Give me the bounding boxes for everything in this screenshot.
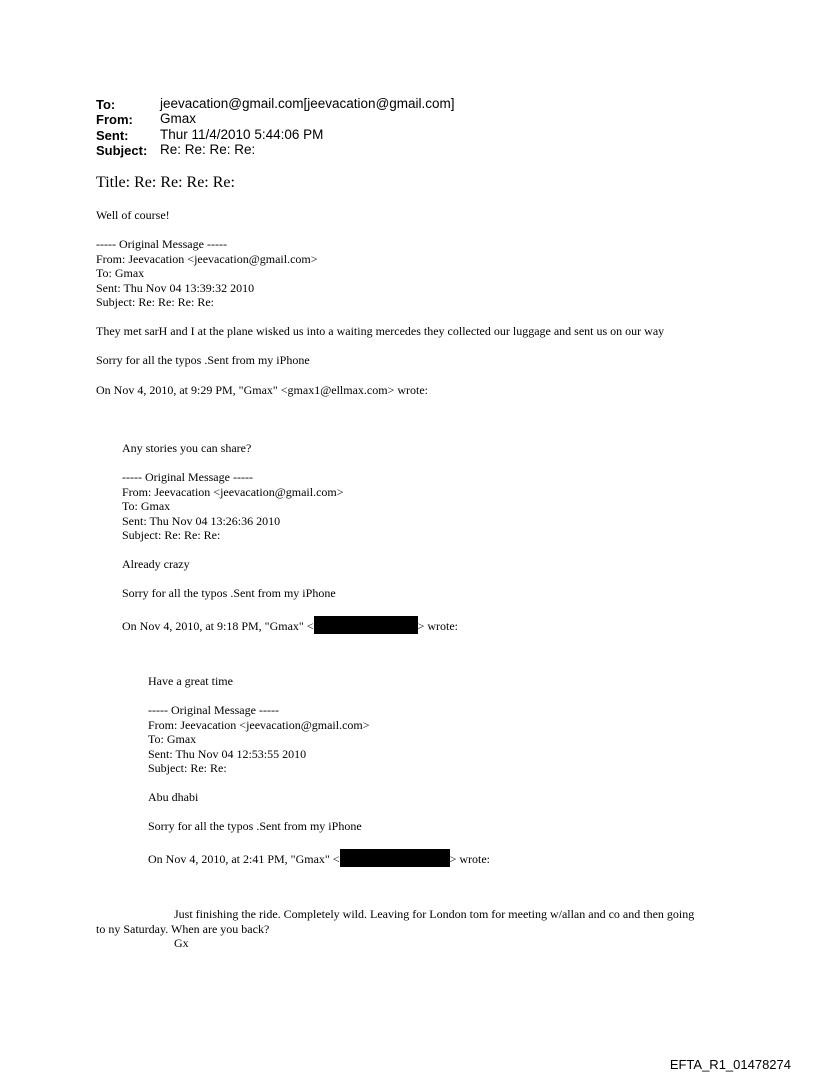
msg3-orig-marker: ----- Original Message ----- <box>148 703 279 717</box>
msg3-wrote <box>148 849 490 867</box>
msg3-wrote-prefix: On Nov 4, 2010, at 2:41 PM, "Gmax" < <box>148 852 340 866</box>
subject-value: Re: Re: Re: Re: <box>160 142 256 157</box>
msg2-wrote-prefix: On Nov 4, 2010, at 9:18 PM, "Gmax" < <box>122 619 314 633</box>
msg1-orig-subject: Subject: Re: Re: Re: Re: <box>96 295 214 309</box>
redaction-box <box>314 616 418 634</box>
msg2-signature: Sorry for all the typos .Sent from my iPhone <box>122 586 336 600</box>
subject-label: Subject: <box>96 143 148 158</box>
msg2-orig-marker: ----- Original Message ----- <box>122 470 253 484</box>
msg1-orig-to: To: Gmax <box>96 266 145 280</box>
email-title: Title: Re: Re: Re: Re: <box>96 174 235 191</box>
sent-value: Thur 11/4/2010 5:44:06 PM <box>160 127 324 142</box>
msg3-orig-subject: Subject: Re: Re: <box>148 761 227 775</box>
msg2-body: Any stories you can share? <box>122 441 252 455</box>
msg3-orig-sent: Sent: Thu Nov 04 12:53:55 2010 <box>148 746 307 761</box>
msg3-wrote-suffix: > wrote: <box>449 852 490 866</box>
msg1-body: Well of course! <box>96 208 170 222</box>
sent-label: Sent: <box>96 128 129 143</box>
msg1-orig-marker: ----- Original Message ----- <box>96 237 227 251</box>
msg2-orig-to: To: Gmax <box>122 499 171 513</box>
msg2-original-header <box>122 470 344 543</box>
msg1-orig-sent: Sent: Thu Nov 04 13:39:32 2010 <box>96 280 255 295</box>
to-label: To: <box>96 97 116 112</box>
to-value: jeevacation@gmail.com[jeevacation@gmail.com] <box>160 96 455 111</box>
msg1-orig-from: From: Jeevacation <jeevacation@gmail.com> <box>96 251 318 266</box>
msg4-line1: Just finishing the ride. Completely wild. Leaving for London tom for meeting w/allan and co and then going <box>174 907 695 921</box>
msg3-body: Have a great time <box>148 674 233 688</box>
msg3-original-header <box>148 703 370 776</box>
msg4-line2: to ny Saturday. When are you back? <box>96 922 270 936</box>
msg3-signature: Sorry for all the typos .Sent from my iPhone <box>148 819 362 833</box>
msg4-sign: Gx <box>174 936 189 950</box>
msg1-text: They met sarH and I at the plane wisked us into a waiting mercedes they collected our luggage and sent us on our way <box>96 324 665 338</box>
msg3-orig-from: From: Jeevacation <jeevacation@gmail.com> <box>148 717 370 732</box>
msg2-wrote-suffix: > wrote: <box>417 619 458 633</box>
from-label: From: <box>96 112 133 127</box>
msg2-text: Already crazy <box>122 557 190 571</box>
msg3-orig-to: To: Gmax <box>148 732 197 746</box>
msg2-orig-from: From: Jeevacation <jeevacation@gmail.com> <box>122 484 344 499</box>
msg1-original-header <box>96 237 318 310</box>
msg2-orig-subject: Subject: Re: Re: Re: <box>122 528 221 542</box>
from-value: Gmax <box>160 111 197 126</box>
msg3-text: Abu dhabi <box>148 790 199 804</box>
msg2-orig-sent: Sent: Thu Nov 04 13:26:36 2010 <box>122 513 281 528</box>
msg1-signature: Sorry for all the typos .Sent from my iPhone <box>96 353 310 367</box>
redaction-box <box>340 849 450 867</box>
msg2-wrote <box>122 616 458 634</box>
document-id: EFTA_R1_01478274 <box>669 1057 791 1072</box>
msg1-wrote: On Nov 4, 2010, at 9:29 PM, "Gmax" <gmax1@ellmax.com> wrote: <box>96 383 429 397</box>
